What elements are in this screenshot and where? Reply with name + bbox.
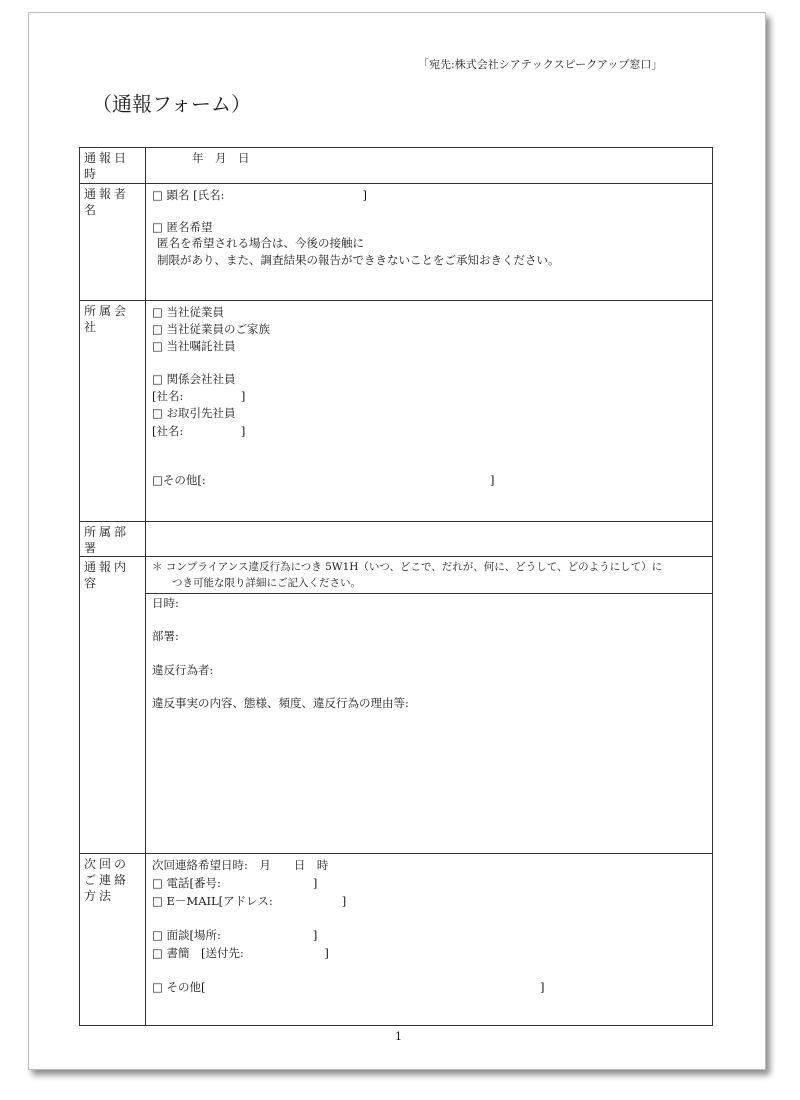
anonymous-note: 匿名を希望される場合は、今後の接触に	[157, 236, 364, 250]
family-checkbox[interactable]: □ 当社従業員のご家族	[152, 322, 271, 336]
bracket-close: ]	[490, 473, 495, 487]
content-label: 通報内容	[84, 560, 130, 590]
affiliate-name-field[interactable]: [社名: ]	[152, 389, 246, 403]
content-instruction: ＊ コンプライアンス違反行為につき 5W1H（いつ、どこで、だれが、何に、どうして、どのようにして）に	[152, 561, 663, 573]
dept-field[interactable]: 部署:	[152, 629, 179, 643]
employee-checkbox[interactable]: □ 当社従業員	[152, 305, 225, 319]
meeting-checkbox[interactable]: □ 面談[場所: ]	[152, 928, 318, 942]
date-label: 通報日時	[84, 151, 130, 181]
addressee-line: 「宛先:株式会社シアテックスピークアップ窓口」	[418, 58, 663, 71]
email-checkbox[interactable]: □ E－MAIL[アドレス: ]	[152, 894, 347, 908]
violator-field[interactable]: 違反行為者:	[152, 663, 214, 677]
named-checkbox[interactable]: □ 顕名 [氏名: ]	[152, 188, 368, 202]
details-field[interactable]: 違反事実の内容、態様、頻度、違反行為の理由等:	[152, 696, 409, 710]
anonymous-checkbox[interactable]: □ 匿名希望	[152, 220, 213, 234]
contract-checkbox[interactable]: □ 当社嘱託社員	[152, 339, 236, 353]
bracket-close: ]	[540, 980, 545, 994]
contact-other-checkbox[interactable]: □ その他[	[152, 980, 206, 994]
next-contact-label: 次回のご連絡方法	[84, 857, 130, 903]
department-label: 所属部署	[84, 525, 130, 555]
date-field[interactable]: 年 月 日	[192, 151, 250, 165]
department-field[interactable]	[146, 522, 712, 556]
desired-datetime-field[interactable]: 次回連絡希望日時: 月 日 時	[152, 858, 329, 872]
supplier-checkbox[interactable]: □ お取引先社員	[152, 406, 236, 420]
reporter-label: 通報者名	[84, 187, 130, 217]
phone-checkbox[interactable]: □ 電話[番号: ]	[152, 876, 318, 890]
letter-checkbox[interactable]: □ 書簡 [送付先: ]	[152, 946, 329, 960]
content-instruction: つき可能な限り詳細にご記入ください。	[172, 577, 361, 589]
page-number: 1	[395, 1030, 402, 1043]
company-other-checkbox[interactable]: □その他[:	[152, 473, 206, 487]
when-field[interactable]: 日時:	[152, 596, 179, 610]
affiliate-checkbox[interactable]: □ 関係会社社員	[152, 372, 236, 386]
supplier-name-field[interactable]: [社名: ]	[152, 424, 246, 438]
anonymous-note: 制限があり、また、調査結果の報告ができきないことをご承知おきください。	[157, 253, 560, 267]
form-title: （通報フォーム）	[92, 92, 251, 116]
company-label: 所属会社	[84, 304, 130, 334]
